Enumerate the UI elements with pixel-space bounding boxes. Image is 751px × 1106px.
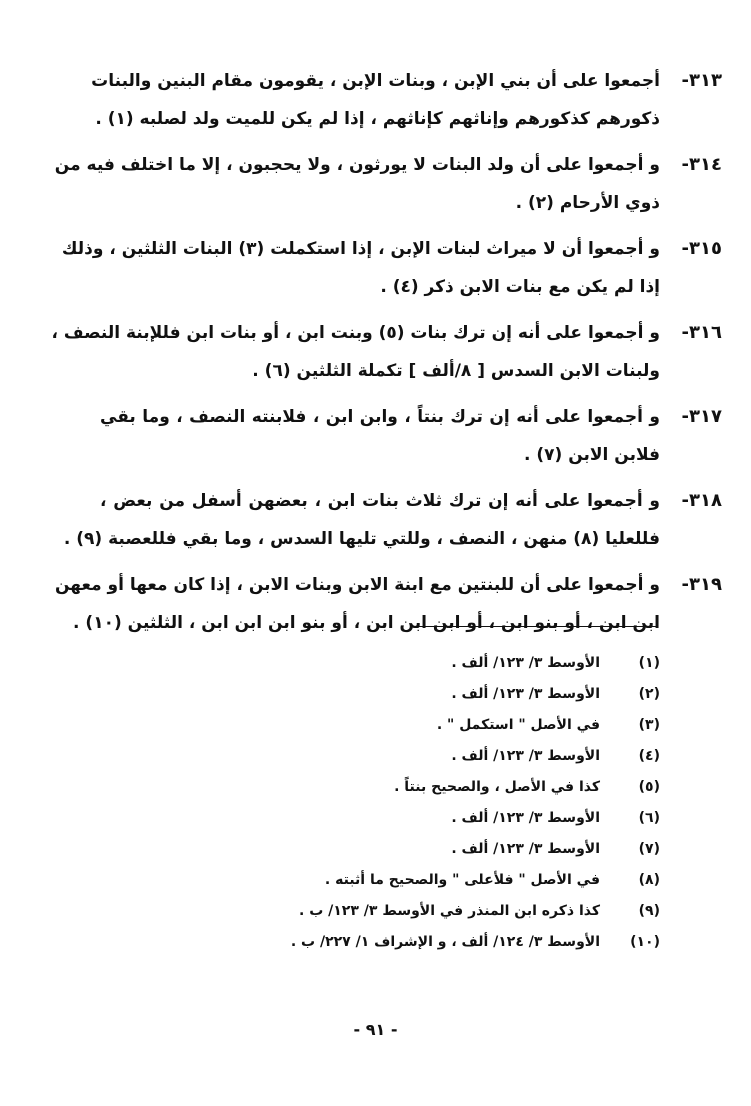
footnote-text: الأوسط ٣/ ١٢٣/ ألف .: [451, 841, 600, 857]
entry-text-line: إذا لم يكن مع بنات الابن ذكر (٤) .: [380, 277, 660, 297]
footnote: [200, 896, 660, 927]
entry-text-line: ابن ابن ، أو بنو ابن ، أو ابن ابن ابن ، أو بنو ابن ابن ابن ، الثلثين (١٠) .: [73, 613, 660, 633]
entry-313: [91, 62, 722, 138]
footnote: [200, 865, 660, 896]
entry-text-line: ذكورهم كذكورهم وإناثهم كإناثهم ، إذا لم يكن للميت ولد لصلبه (١) .: [95, 109, 660, 129]
footnote-number: (٧): [638, 841, 660, 857]
footnote-divider: [418, 626, 658, 627]
entry-number: ٣١٦-: [681, 322, 722, 343]
footnote-number: (٦): [638, 810, 660, 826]
entry-314: [54, 146, 722, 222]
entry-number: ٣١٣-: [681, 70, 722, 91]
entry-text-line: و أجمعوا أن لا ميراث لبنات الإبن ، إذا استكملت (٣) البنات الثلثين ، وذلك: [61, 239, 660, 259]
footnote: [200, 803, 660, 834]
footnote: [200, 648, 660, 679]
footnote-number: (٣): [638, 717, 660, 733]
footnote-text: الأوسط ٣/ ١٢٣/ ألف .: [451, 810, 600, 826]
footnote-text: كذا في الأصل ، والصحيح بنتاً .: [394, 779, 600, 795]
entry-316: [51, 314, 722, 390]
entry-315: [61, 230, 722, 306]
main-text: [51, 62, 722, 650]
entry-number: ٣١٩-: [681, 574, 722, 595]
footnote-text: الأوسط ٣/ ١٢٣/ ألف .: [451, 686, 600, 702]
footnote-text: الأوسط ٣/ ١٢٣/ ألف .: [451, 748, 600, 764]
entry-number: ٣١٨-: [681, 490, 722, 511]
entry-text-line: و أجمعوا على أن للبنتين مع ابنة الابن وبنات الابن ، إذا كان معها أو معهن: [54, 575, 660, 595]
footnote-number: (٨): [638, 872, 660, 888]
footnote: [200, 772, 660, 803]
footnote-text: الأوسط ٣/ ١٢٣/ ألف .: [451, 655, 600, 671]
entry-number: ٣١٧-: [681, 406, 722, 427]
footnote-text: في الأصل " استكمل " .: [436, 717, 600, 733]
footnote-number: (٢): [638, 686, 660, 702]
entry-text-line: و أجمعوا على أنه إن ترك بنتاً ، وابن ابن ، فلابنته النصف ، وما بقي: [100, 407, 660, 427]
entry-text-line: و أجمعوا على أن ولد البنات لا يورثون ، ولا يحجبون ، إلا ما اختلف فيه من: [54, 155, 660, 175]
footnote-number: (٩): [638, 903, 660, 919]
footnotes: [200, 648, 660, 958]
entry-317: [100, 398, 722, 474]
footnote-number: (٥): [638, 779, 660, 795]
footnote-text: الأوسط ٣/ ١٢٤/ ألف ، و الإشراف ١/ ٢٢٧/ ب .: [290, 934, 600, 950]
footnote: [200, 710, 660, 741]
footnote-text: كذا ذكره ابن المنذر في الأوسط ٣/ ١٢٣/ ب .: [299, 903, 600, 919]
footnote-number: (١٠): [630, 934, 660, 950]
footnote: [200, 741, 660, 772]
entry-text-line: ولبنات الابن السدس [ ٨/ألف ] تكملة الثلثين (٦) .: [252, 361, 660, 381]
footnote-number: (٤): [638, 748, 660, 764]
footnote: [200, 679, 660, 710]
entry-number: ٣١٥-: [681, 238, 722, 259]
footnote: [200, 834, 660, 865]
entry-text-line: أجمعوا على أن بني الإبن ، وبنات الإبن ، يقومون مقام البنين والبنات: [91, 71, 660, 91]
entry-text-line: ذوي الأرحام (٢) .: [515, 193, 660, 213]
page-number: - ٩١ -: [353, 1020, 398, 1039]
entry-text-line: و أجمعوا على أنه إن ترك ثلاث بنات ابن ، بعضهن أسفل من بعض ،: [100, 491, 660, 511]
entry-text-line: و أجمعوا على أنه إن ترك بنات (٥) وبنت ابن ، أو بنات ابن فللإبنة النصف ،: [51, 323, 660, 343]
entry-number: ٣١٤-: [681, 154, 722, 175]
footnote-number: (١): [638, 655, 660, 671]
entry-text-line: فلابن الابن (٧) .: [523, 445, 660, 465]
entry-text-line: فللعليا (٨) منهن ، النصف ، وللتي تليها السدس ، وما بقي فللعصبة (٩) .: [63, 529, 660, 549]
footnote-text: في الأصل " فلأعلى " والصحيح ما أثبته .: [324, 872, 600, 888]
entry-319: [54, 566, 722, 642]
footnote: [200, 927, 660, 958]
entry-318: [63, 482, 722, 558]
